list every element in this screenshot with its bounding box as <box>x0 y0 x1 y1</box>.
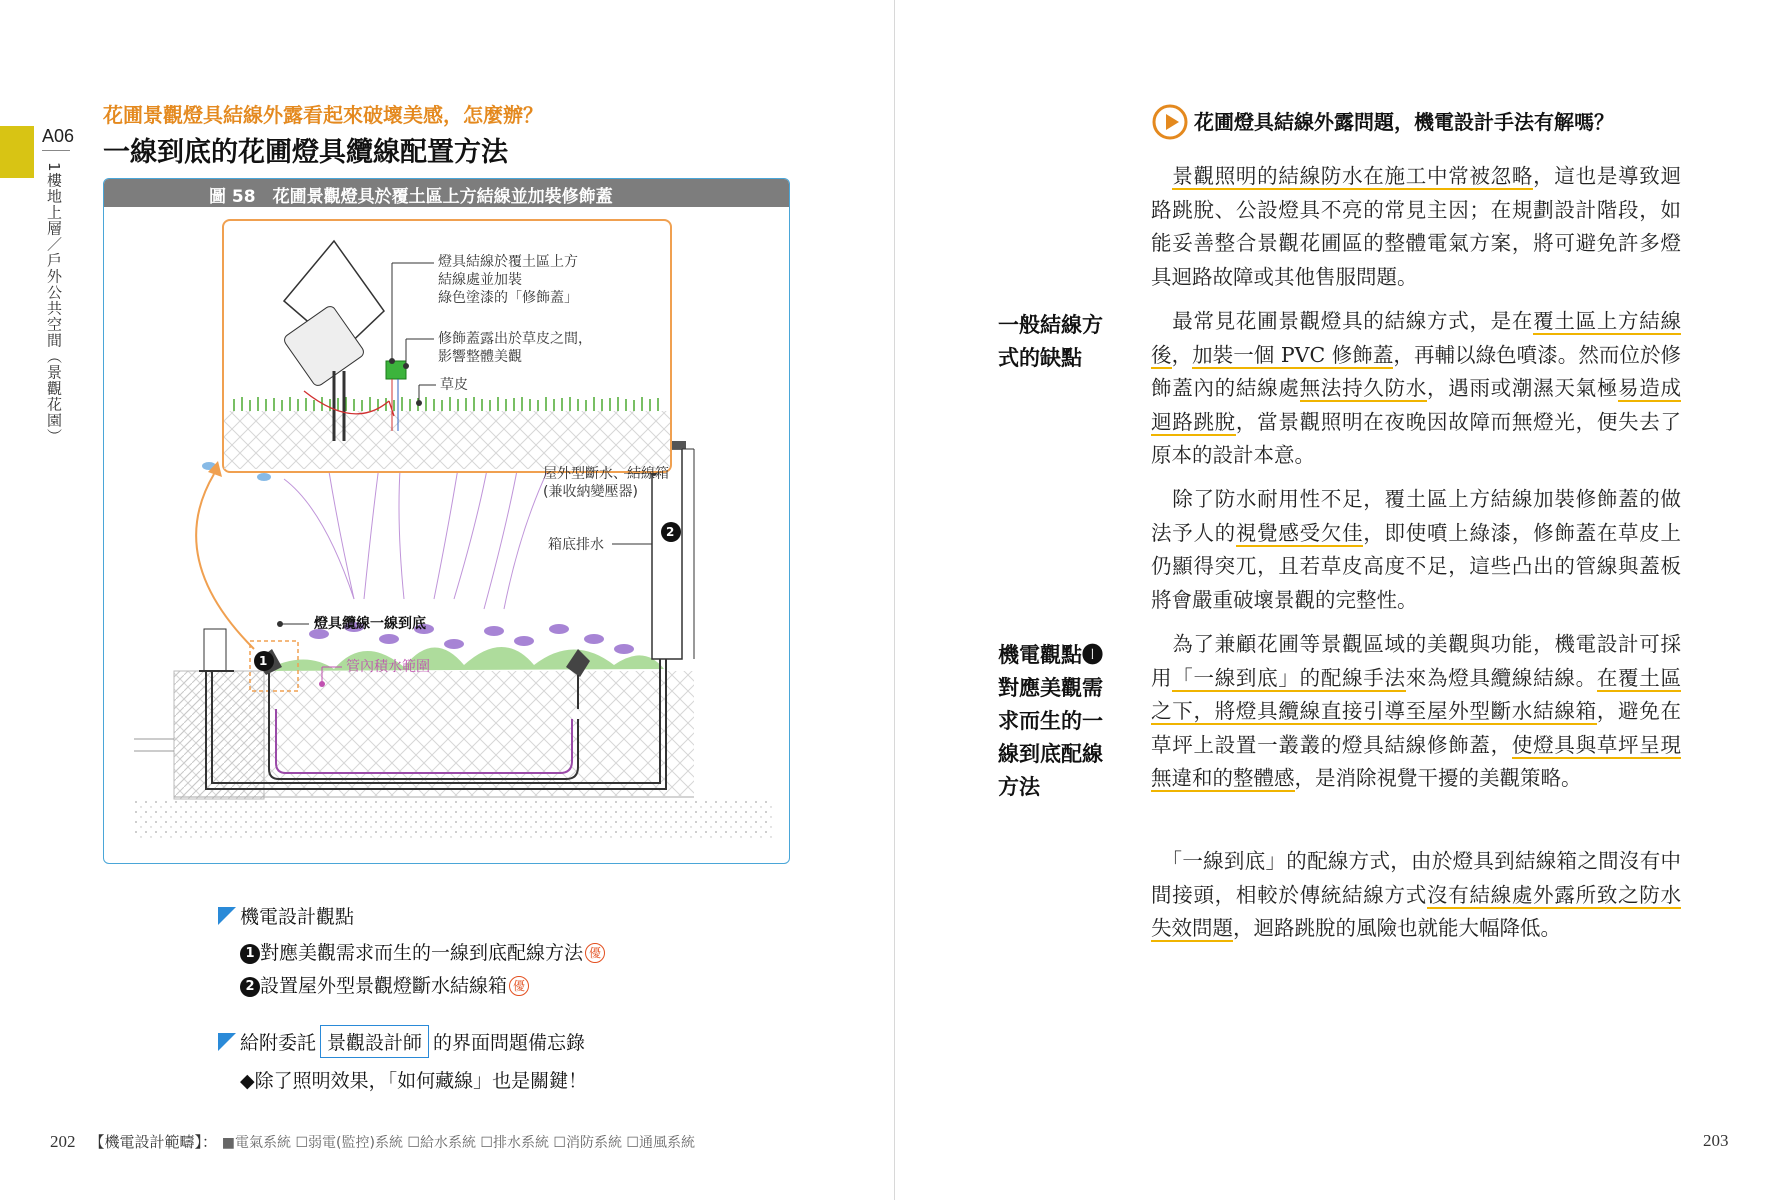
right-heading: 花圃燈具結線外露問題，機電設計手法有解嗎？ <box>1194 110 1614 134</box>
mep-item-1 <box>240 938 605 965</box>
outdoor-box-label-2: (兼收納變壓器) <box>543 484 638 500</box>
memo-suffix: 的界面問題備忘錄 <box>433 1032 586 1054</box>
text: ，遇雨或潮濕天氣極 <box>1426 376 1619 400</box>
text: ，即使噴上綠漆，修飾蓋在草皮上仍顯得突兀，且若草皮高度不足，這些凸出的管線與蓋板將會嚴重破壞景觀的完整性。 <box>1151 520 1682 612</box>
text: 除了防水耐用性不足，覆土區上方結線加裝修飾蓋的做法予人的 <box>1151 487 1682 545</box>
highlight: 在覆土區之下，將燈具纜線直接引導至屋外型斷水結線箱 <box>1151 665 1682 723</box>
text: ，迴路跳脫的風險也就能大幅降低。 <box>1233 916 1561 940</box>
main-title: 一線到底的花圃燈具纜線配置方法 <box>103 137 508 168</box>
marker-1-label: 1 <box>259 654 268 668</box>
text: ，這也是導致迴路跳脫、公設燈具不亮的常見主因；在規劃設計階段，如能妥善整合景觀花圃區的整體電氣方案，將可避免許多燈具迴路故障或其他售服問題。 <box>1151 164 1682 289</box>
text: 「一線到底」的配線方式，由於燈具到結線箱之間沒有中間接頭，相較於傳統結線方式 <box>1151 849 1682 907</box>
mep-item-2 <box>240 971 529 998</box>
cover-note-1: 修飾蓋露出於草皮之間， <box>438 331 592 347</box>
text: 來為燈具纜線結線。 <box>1405 665 1597 690</box>
grass-icon <box>234 397 658 411</box>
junction-note-1: 燈具結線於覆土區上方 <box>438 254 578 270</box>
text: ，避免在草坪上設置一叢叢的燈具結線修飾蓋， <box>1151 699 1681 757</box>
highlight: 沒有結線處外露所致之防水失效問題 <box>1151 882 1682 940</box>
mep-heading-text: 機電設計觀點 <box>240 906 355 928</box>
paragraph-1 <box>1151 160 1681 294</box>
paragraph-3 <box>1151 483 1681 617</box>
text: 為了兼顧花圃等景觀區域的美觀與功能，機電設計可採用 <box>1151 632 1682 690</box>
highlight: 視覺感受欠佳 <box>1235 520 1364 545</box>
excellent-badge: 優 <box>509 976 529 996</box>
side-note-2-line: 求而生的一 <box>998 708 1103 733</box>
junction-note-3: 綠色塗漆的「修飾蓋」 <box>438 290 578 306</box>
chapter-divider <box>42 150 70 151</box>
inset-detail <box>222 219 672 473</box>
highlight: 無法持久防水 <box>1299 376 1427 400</box>
paragraph-2 <box>1151 305 1681 473</box>
junction-note-2: 結線處並加裝 <box>438 272 522 288</box>
text: ， <box>1171 342 1193 367</box>
circle-number-icon: 2 <box>240 977 260 997</box>
highlight: 覆土區上方結線後 <box>1151 309 1682 367</box>
highlight: 「一線到底」的配線手法 <box>1172 665 1406 690</box>
side-note-2 <box>998 638 1118 803</box>
page-number-left: 202 <box>50 1132 76 1151</box>
paragraph-5 <box>1151 845 1681 946</box>
text: ，當景觀照明在夜晚因故障而無燈光，便失去了原本的設計本意。 <box>1151 409 1682 467</box>
figure-caption: 圖 58 花圃景觀燈具於覆土區上方結線並加裝修飾蓋 <box>209 187 613 207</box>
mep-item-1-text: 對應美觀需求而生的一線到底配線方法 <box>260 942 584 964</box>
footer-left <box>50 1131 695 1152</box>
question-title: 花圃景觀燈具結線外露看起來破壞美感，怎麼辦？ <box>103 103 543 127</box>
green-cover-icon <box>386 361 406 379</box>
side-note-2-line: 線到底配線 <box>998 741 1103 766</box>
cable-one-line-label: 燈具纜線一線到底 <box>314 616 426 632</box>
box-drain-label: 箱底排水 <box>548 537 604 553</box>
water-range-label: 管內積水範圍 <box>346 659 430 675</box>
footer-category: 【機電設計範疇】： <box>89 1133 218 1151</box>
excellent-badge: 優 <box>585 943 605 963</box>
text: ，再輔以綠色噴漆。然而位於修飾蓋內的結線處 <box>1151 342 1682 400</box>
cover-note-2: 影響整體美觀 <box>438 349 522 365</box>
grass-label: 草皮 <box>440 377 468 393</box>
text: ，是消除視覺干擾的美觀策略。 <box>1294 766 1582 790</box>
circle-number-icon: 1 <box>240 944 260 964</box>
bollard-light-icon <box>204 629 226 671</box>
highlight: 景觀照明的結線防水在施工中常被忽略 <box>1172 164 1534 188</box>
side-note-1 <box>998 308 1118 374</box>
side-note-2-line: 機電觀點❶ <box>998 642 1103 667</box>
mep-item-2-text: 設置屋外型景觀燈斷水結線箱 <box>260 975 508 997</box>
chapter-code: A06 <box>42 126 75 146</box>
chapter-vertical-title: 1樓地上層／戶外公共空間（景觀花園） <box>45 162 63 445</box>
outdoor-box-label-1: 屋外型斷水、結線箱 <box>543 466 669 482</box>
side-note-2-line: 方法 <box>998 774 1040 799</box>
side-note-1-line: 一般結線方 <box>998 312 1103 337</box>
mep-heading <box>218 902 354 929</box>
side-note-1-line: 式的缺點 <box>998 345 1082 370</box>
memo-prefix: 給附委託 <box>240 1032 317 1054</box>
blue-triangle-icon <box>218 1033 236 1051</box>
marker-2-label: 2 <box>666 525 675 539</box>
landscape-designer-box: 景觀設計師 <box>320 1025 429 1058</box>
footer-systems: ■電氣系統 ☐弱電(監控)系統 ☐給水系統 ☐排水系統 ☐消防系統 ☐通風系統 <box>221 1135 695 1151</box>
highlight: 使燈具與草坪呈現無違和的整體感 <box>1151 732 1682 790</box>
blue-triangle-icon <box>218 907 236 925</box>
paragraph-4 <box>1151 628 1681 796</box>
figure-58 <box>103 178 790 864</box>
text: 最常見花圃景觀燈具的結線方式，是在 <box>1172 309 1534 333</box>
play-circle-icon <box>1152 104 1188 140</box>
chapter-tab-marker <box>0 126 34 178</box>
page-spine <box>894 0 895 1200</box>
memo-heading <box>218 1025 585 1058</box>
memo-item: ◆除了照明效果，「如何藏線」也是關鍵！ <box>240 1070 588 1092</box>
highlight: 易造成迴路跳脫 <box>1151 376 1682 434</box>
page-number-right: 203 <box>1703 1131 1729 1150</box>
highlight: 加裝一個 PVC 修飾蓋 <box>1192 342 1394 367</box>
side-note-2-line: 對應美觀需 <box>998 675 1103 700</box>
